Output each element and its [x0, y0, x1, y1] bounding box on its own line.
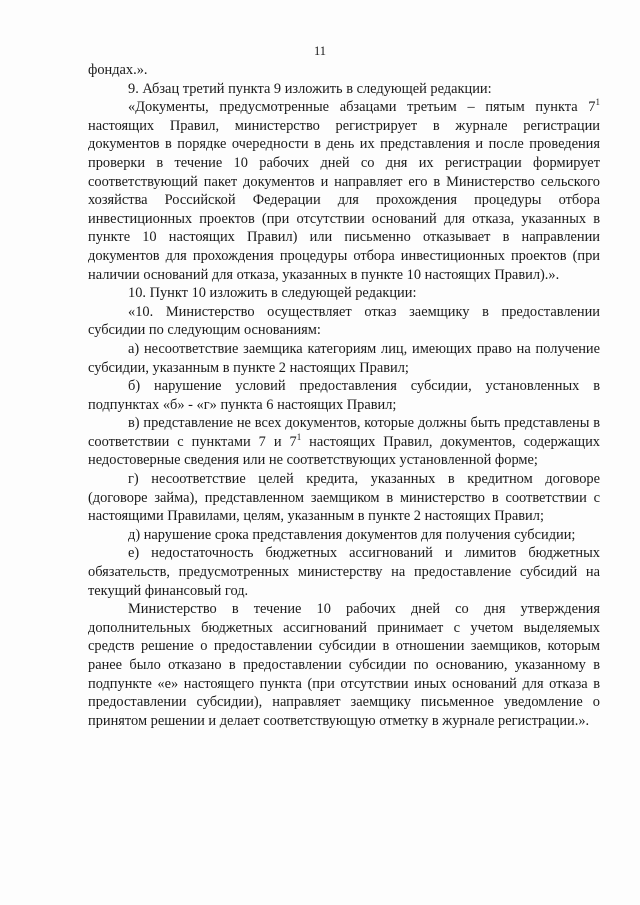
text-run: настоящих Правил, министерство регистрирует в журнале регистрации документов в порядке очередности в день их представления и после проведения проверки в течение 10 рабочих дней со дня их регистрации формирует соответствующий пакет документов и направляет его в Министерство сельского хозяйства Российской Федерации для прохождения процедуры отбора инвестиционных проектов (при отсутствии оснований для отказа, указанных в пункте 10 настоящих Правил) или письменно отказывает в направлении документов для прохождения процедуры отбора инвестиционных проектов (при наличии оснований для отказа, указанных в пункте 10 настоящих Правил).». — [88, 117, 600, 283]
paragraph: Министерство в течение 10 рабочих дней со дня утверждения дополнительных бюджетных ассигнований принимает с учетом выделяемых средств решение о предоставлении субсидии в отношении заемщиков, которым ранее было отказано в предоставлении субсидии по основанию, указанному в подпункте «е» настоящего пункта (при отсутствии иных оснований для отказа в предоставлении субсидии), направляет заемщику письменное уведомление о принятом решении и делает соответствующую отметку в журнале регистрации.». — [88, 601, 600, 729]
superscript: 1 — [296, 431, 302, 442]
text-run: «Документы, предусмотренные абзацами третьим – пятым пункта 7 — [128, 99, 596, 116]
paragraph: д) нарушение срока представления документов для получения субсидии; — [128, 526, 576, 543]
page-number: 11 — [313, 44, 327, 58]
paragraph: б) нарушение условий предоставления субсидии, установленных в подпунктах «б» - «г» пункта 6 настоящих Правил; — [88, 378, 600, 413]
paragraph: фондах.». — [88, 62, 148, 78]
paragraph: 9. Абзац третий пункта 9 изложить в следующей редакции: — [128, 80, 492, 97]
paragraph — [88, 98, 600, 284]
document-body — [88, 61, 600, 730]
paragraph: «10. Министерство осуществляет отказ заемщику в предоставлении субсидии по следующим основаниям: — [88, 303, 600, 339]
paragraph — [88, 414, 600, 470]
paragraph: 10. Пункт 10 изложить в следующей редакции: — [128, 285, 417, 302]
text-run: в) представление не всех документов, которые должны быть представлены в соответствии с пунктами 7 и 7 — [88, 415, 600, 450]
paragraph: г) несоответствие целей кредита, указанных в кредитном договоре (договоре займа), представленном заемщиком в министерство в соответствии с настоящими Правилами, целям, указанным в пункте 2 настоящих Правил; — [88, 471, 600, 525]
paragraph: а) несоответствие заемщика категориям лиц, имеющих право на получение субсидии, указанным в пункте 2 настоящих Правил; — [88, 340, 600, 376]
text-run: настоящих Правил, документов, содержащих недостоверные сведения или не соответствующих установленной форме; — [88, 433, 600, 469]
paragraph: е) недостаточность бюджетных ассигнований и лимитов бюджетных обязательств, предусмотренных министерству на предоставление субсидий на текущий финансовый год. — [88, 545, 600, 599]
superscript: 1 — [595, 97, 600, 108]
